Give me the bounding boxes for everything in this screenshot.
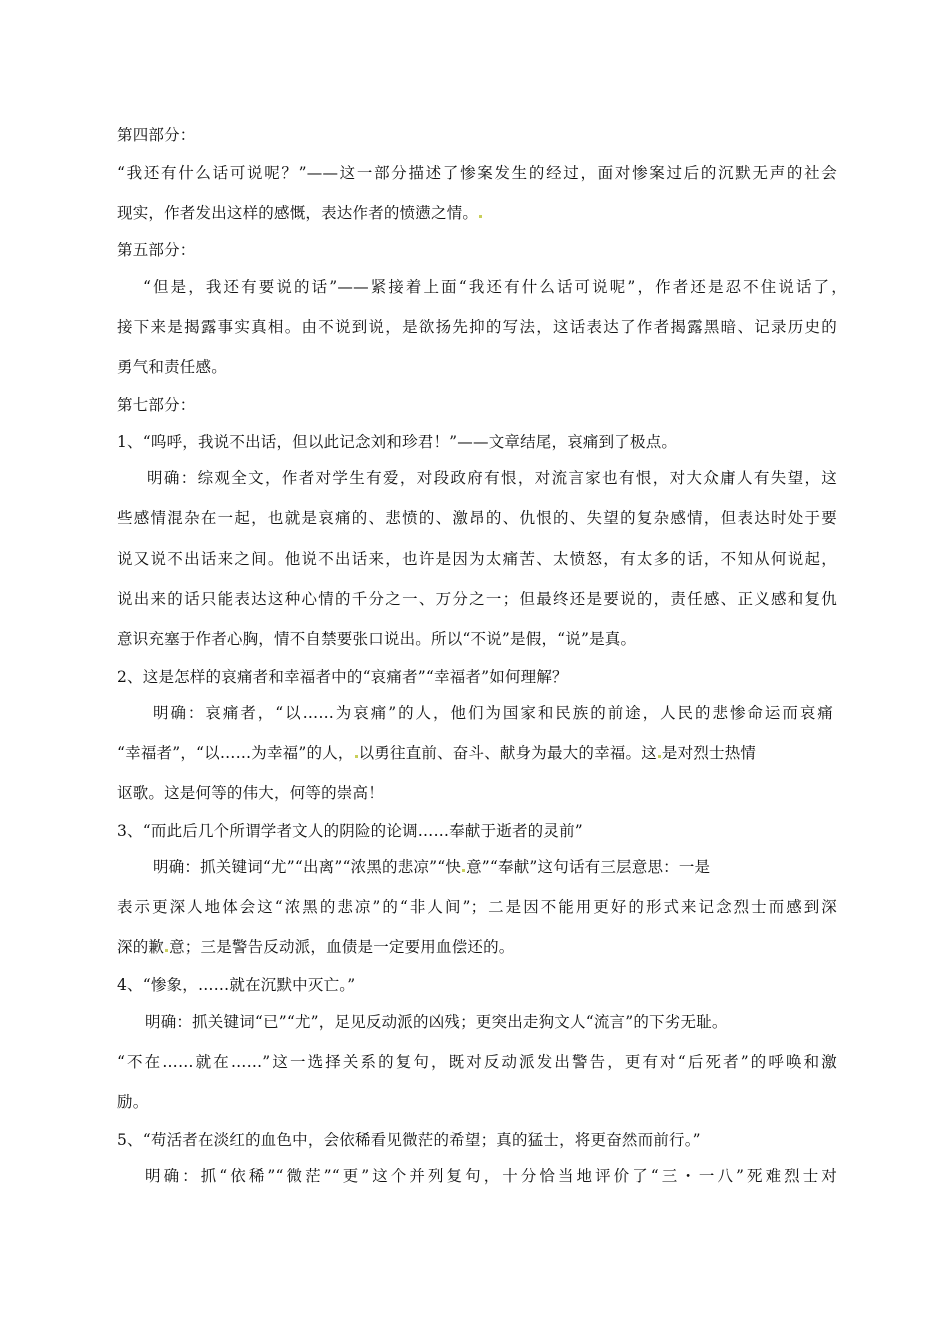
highlight-mark [355, 755, 358, 758]
section-heading-part4: 第四部分： [117, 126, 196, 144]
answer-line: 说又说不出话来之间。他说不出话来，也许是因为太痛苦、太愤怒，有太多的话，不知从何说起， [117, 550, 837, 568]
answer-line [117, 743, 756, 763]
paragraph-line [117, 203, 483, 223]
paragraph-line: “但是，我还有要说的话”——紧接着上面“我还有什么话可说呢”，作者还是忍不住说话了， [143, 278, 847, 296]
paragraph-line: 勇气和责任感。 [117, 358, 227, 376]
answer-text: 是对烈士热情 [661, 744, 757, 762]
question-item-1: 1、“呜呼，我说不出话，但以此记念刘和珍君！”——文章结尾，哀痛到了极点。 [117, 433, 678, 451]
highlight-mark [165, 949, 168, 952]
answer-line [153, 857, 710, 877]
answer-text: “幸福者”，“以……为幸福”的人， [117, 744, 354, 762]
highlight-mark [479, 215, 482, 218]
answer-line: 明确：抓“依稀”“微茫”“更”这个并列复句，十分恰当地评价了“三・一八”死难烈士对 [145, 1167, 837, 1185]
answer-text: 明确：抓关键词“尤”“出离”“浓黑的悲凉”“快 [153, 858, 462, 876]
question-item-4: 4、“惨象，……就在沉默中灭亡。” [117, 976, 356, 994]
answer-line: 明确：综观全文，作者对学生有爱，对段政府有恨，对流言家也有恨，对大众庸人有失望，这 [147, 469, 837, 487]
section-heading-part5: 第五部分： [117, 241, 196, 259]
question-item-2: 2、这是怎样的哀痛者和幸福者中的“哀痛者”“幸福者”如何理解？ [117, 668, 568, 686]
answer-line: “不在……就在……”这一选择关系的复句，既对反动派发出警告，更有对“后死者”的呼唤和激 [117, 1053, 837, 1071]
answer-line: 意识充塞于作者心胸，情不自禁要张口说出。所以“不说”是假，“说”是真。 [117, 630, 637, 648]
answer-text: 意”“奉献”这句话有三层意思：一是 [466, 858, 711, 876]
answer-line [117, 937, 515, 957]
answer-line: 明确：抓关键词“已”“尤”，足见反动派的凶残；更突出走狗文人“流言”的下劣无耻。 [145, 1013, 728, 1031]
answer-line: 说出来的话只能表达这种心情的千分之一、万分之一；但最终还是要说的，责任感、正义感和复仇 [117, 590, 837, 608]
section-heading-part7: 第七部分： [117, 396, 196, 414]
answer-line: 表示更深人地体会这“浓黑的悲凉”的“非人间”；二是因不能用更好的形式来记念烈士而感到深 [117, 898, 837, 916]
paragraph-line: “我还有什么话可说呢？”——这一部分描述了惨案发生的经过，面对惨案过后的沉默无声的社会 [117, 164, 837, 182]
answer-line: 些感情混杂在一起，也就是哀痛的、悲愤的、激昂的、仇恨的、失望的复杂感情，但表达时处于要 [117, 509, 837, 527]
paragraph-text: 现实，作者发出这样的感慨，表达作者的愤懑之情。 [117, 204, 479, 222]
answer-text: 以勇往直前、奋斗、献身为最大的幸福。这 [358, 744, 657, 762]
answer-line: 明确：哀痛者，“以……为哀痛”的人，他们为国家和民族的前途，人民的悲惨命运而哀痛 [153, 704, 833, 722]
answer-text: 深的歉 [117, 938, 165, 956]
answer-text: 意；三是警告反动派，血债是一定要用血偿还的。 [169, 938, 515, 956]
paragraph-line: 接下来是揭露事实真相。由不说到说，是欲扬先抑的写法，这话表达了作者揭露黑暗、记录历史的 [117, 318, 837, 336]
answer-line: 励。 [117, 1093, 149, 1111]
question-item-3: 3、“而此后几个所谓学者文人的阴险的论调……奉献于逝者的灵前” [117, 822, 583, 840]
highlight-mark [462, 869, 465, 872]
highlight-mark [658, 755, 661, 758]
answer-line: 讴歌。这是何等的伟大，何等的崇高！ [117, 784, 384, 802]
question-item-5: 5、“苟活者在淡红的血色中，会依稀看见微茫的希望；真的猛士，将更奋然而前行。” [117, 1131, 701, 1149]
